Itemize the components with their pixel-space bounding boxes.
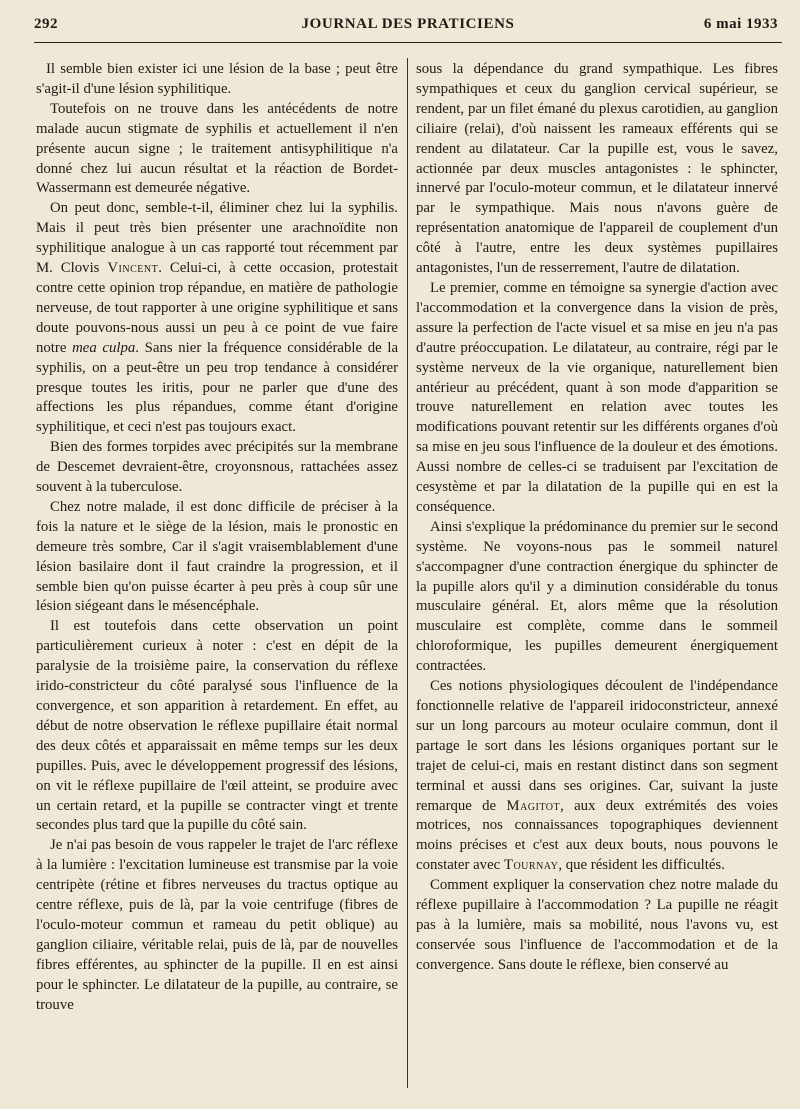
- paragraph: sous la dépendance du grand sympathique. Les fibres sympathiques et ceux du ganglion cervical supérieur, se rendent, par un filet émané du plexus carotidien, au ganglion ciliaire (relai), d'où naissent les rameaux efférents qui se rendent au dilatateur. Car la pupille est, vous le savez, actionnée par deux muscles antagonistes : le sphincter, innervé par l'oculo-moteur commun, et le dilatateur innervé par le sympathique. Mais nous n'avons guère de représentation anatomique de l'appareil de couplement d'un côté à l'autre, entre les deux systèmes pupillaires antagonistes, l'un de resserrement, l'autre de dilatation.: [416, 61, 778, 277]
- paragraph: Chez notre malade, il est donc difficile de préciser à la fois la nature et le siège de la lésion, mais le pronostic en demeure très sombre, Car il s'agit vraisemblablement d'une lésion basilaire dont il faut craindre la progression, et il semble bien qu'on puisse écarter à peu près à coup sûr une lésion siégeant dans le mésencéphale.: [36, 498, 398, 615]
- paragraph-text: , aux deux extrémités des voies motrices, nos connaissances topographiques deviennent moins précises et c'est aux deux bouts, nous pouvons le constater avec: [416, 797, 778, 874]
- paragraph: Comment expliquer la conservation chez notre malade du réflexe pupillaire à l'accommodation ? La pupille ne réagit pas à la lumière, mais sa mobilité, nous l'avons vu, est conservée sous l'influence de l'accommodation et de la convergence. Sans doute le réflexe, bien conservé au: [416, 877, 778, 973]
- author-name: Vincent: [107, 260, 159, 277]
- author-name: Tournay: [503, 857, 559, 874]
- paragraph: Bien des formes torpides avec précipités sur la membrane de Descemet devraient-être, croyonsnous, rattachées assez souvent à la tuberculose.: [36, 439, 398, 496]
- issue-date: 6 mai 1933: [703, 16, 778, 32]
- paragraph: [416, 677, 778, 876]
- paragraph-text: , que résident les difficultés.: [558, 857, 725, 874]
- paragraph-text: . Celui-ci, à cette occasion, protestait contre cette opinion trop répandue, en matière de pathologie nerveuse, de tout rapporter à une origine syphilitique et sans doute pouvons-nous aussi un peu à ce point de vue faire notre: [36, 260, 398, 356]
- author-name: Magitot: [506, 797, 561, 814]
- header-rule: [34, 42, 782, 43]
- paragraph-text: Ces notions physiologiques découlent de l'indépendance fonctionnelle relative de l'appareil iridoconstricteur, annexé sur un long parcours au moteur oculaire commun, dont il partage le sort dans les lésions organiques portant sur le trajet de celui-ci, mais en restant distinct dans son segment terminal et aussi dans ses origines. Car, suivant la juste remarque de: [416, 678, 778, 814]
- latin-phrase: mea culpa: [72, 339, 136, 356]
- paragraph: Il semble bien exister ici une lésion de la base ; peut être s'agit-il d'une lésion syphilitique.: [36, 61, 398, 97]
- column-divider: [407, 58, 408, 1088]
- running-header: [34, 14, 782, 42]
- paragraph: Je n'ai pas besoin de vous rappeler le trajet de l'arc réflexe à la lumière : l'excitation lumineuse est transmise par la voie centripète (rétine et fibres nerveuses du tractus optique au centre réflexe, puis de là, par la voie centrifuge (fibres de l'oculo-moteur commun et rameau du petit oblique) au ganglion ciliaire, véritable relai, puis de là, par de nouvelles fibres efférentes, au sphincter de la pupille. Il en est ainsi pour le sphincter. Le dilatateur de la pupille, au contraire, se trouve: [36, 837, 398, 1013]
- paragraph: Ainsi s'explique la prédominance du premier sur le second système. Ne voyons-nous pas le sommeil naturel s'accompagner d'une contraction énergique du sphincter de la pupille alors qu'il y a diminution considérable du tonus musculaire général. Et, alors même que la résolution musculaire est complète, comme dans le sommeil chloroformique, les pupilles demeurent énergiquement contractées.: [416, 518, 778, 675]
- paragraph: Toutefois on ne trouve dans les antécédents de notre malade aucun stigmate de syphilis et actuellement il n'en présente aucun signe ; le traitement antisyphilitique n'a donné chez lui aucun résultat et la réaction de Bordet-Wassermann est demeurée négative.: [36, 100, 398, 197]
- paragraph: Le premier, comme en témoigne sa synergie d'action avec l'accommodation et la convergence dans la vision de près, assure la perfection de l'acte visuel et sa mise en jeu n'a pas d'autre préoccupation. Le dilatateur, au contraire, régi par le système nerveux de la vie organique, naturellement bien antérieur au précédent, quant à son mode d'apparition se trouve naturellement en relation avec toutes les modifications pouvant retentir sur les différents organes d'où sa mise en jeu sous l'influence de la douleur et des émotions. Aussi nombre de celles-ci se traduisent par l'excitation de cesystème et par la dilatation de la pupille qui en est la conséquence.: [416, 279, 778, 515]
- right-column: [416, 60, 778, 1100]
- paragraph: Il est toutefois dans cette observation un point particulièrement curieux à noter : c'est en dépit de la paralysie de la troisième paire, la conservation du réflexe irido-constricteur du côté paralysé sous l'influence de la convergence, et son apparition à retardement. En effet, au début de notre observation le réflexe pupillaire était normal des deux côtés et apparaissait en même temps sur les deux pupilles. Puis, avec le développement progressif des lésions, on vit le réflexe pupillaire de l'œil atteint, se produire avec un certain retard, et la pupille se contracter vingt et trente secondes plus tard que la pupille du côté sain.: [36, 618, 398, 834]
- paragraph-text: On peut donc, semble-t-il, éliminer chez lui la syphilis. Mais il peut très bien présenter une arachnoïdite non syphilitique analogue à un cas rapporté tout récemment par M. Clovis: [36, 200, 398, 277]
- paragraph-text: . Sans nier la fréquence considérable de la syphilis, on a peut-être un peu trop tendance à considérer presque toutes les iritis, pour ne parler que d'une des affections les plus répandues, comme étant d'origine syphilitique, et ceci n'est pas toujours exact.: [36, 339, 398, 436]
- page-number: 292: [34, 16, 58, 32]
- paragraph: [36, 199, 398, 438]
- left-column: [36, 60, 398, 1100]
- journal-title: JOURNAL DES PRATICIENS: [301, 16, 515, 32]
